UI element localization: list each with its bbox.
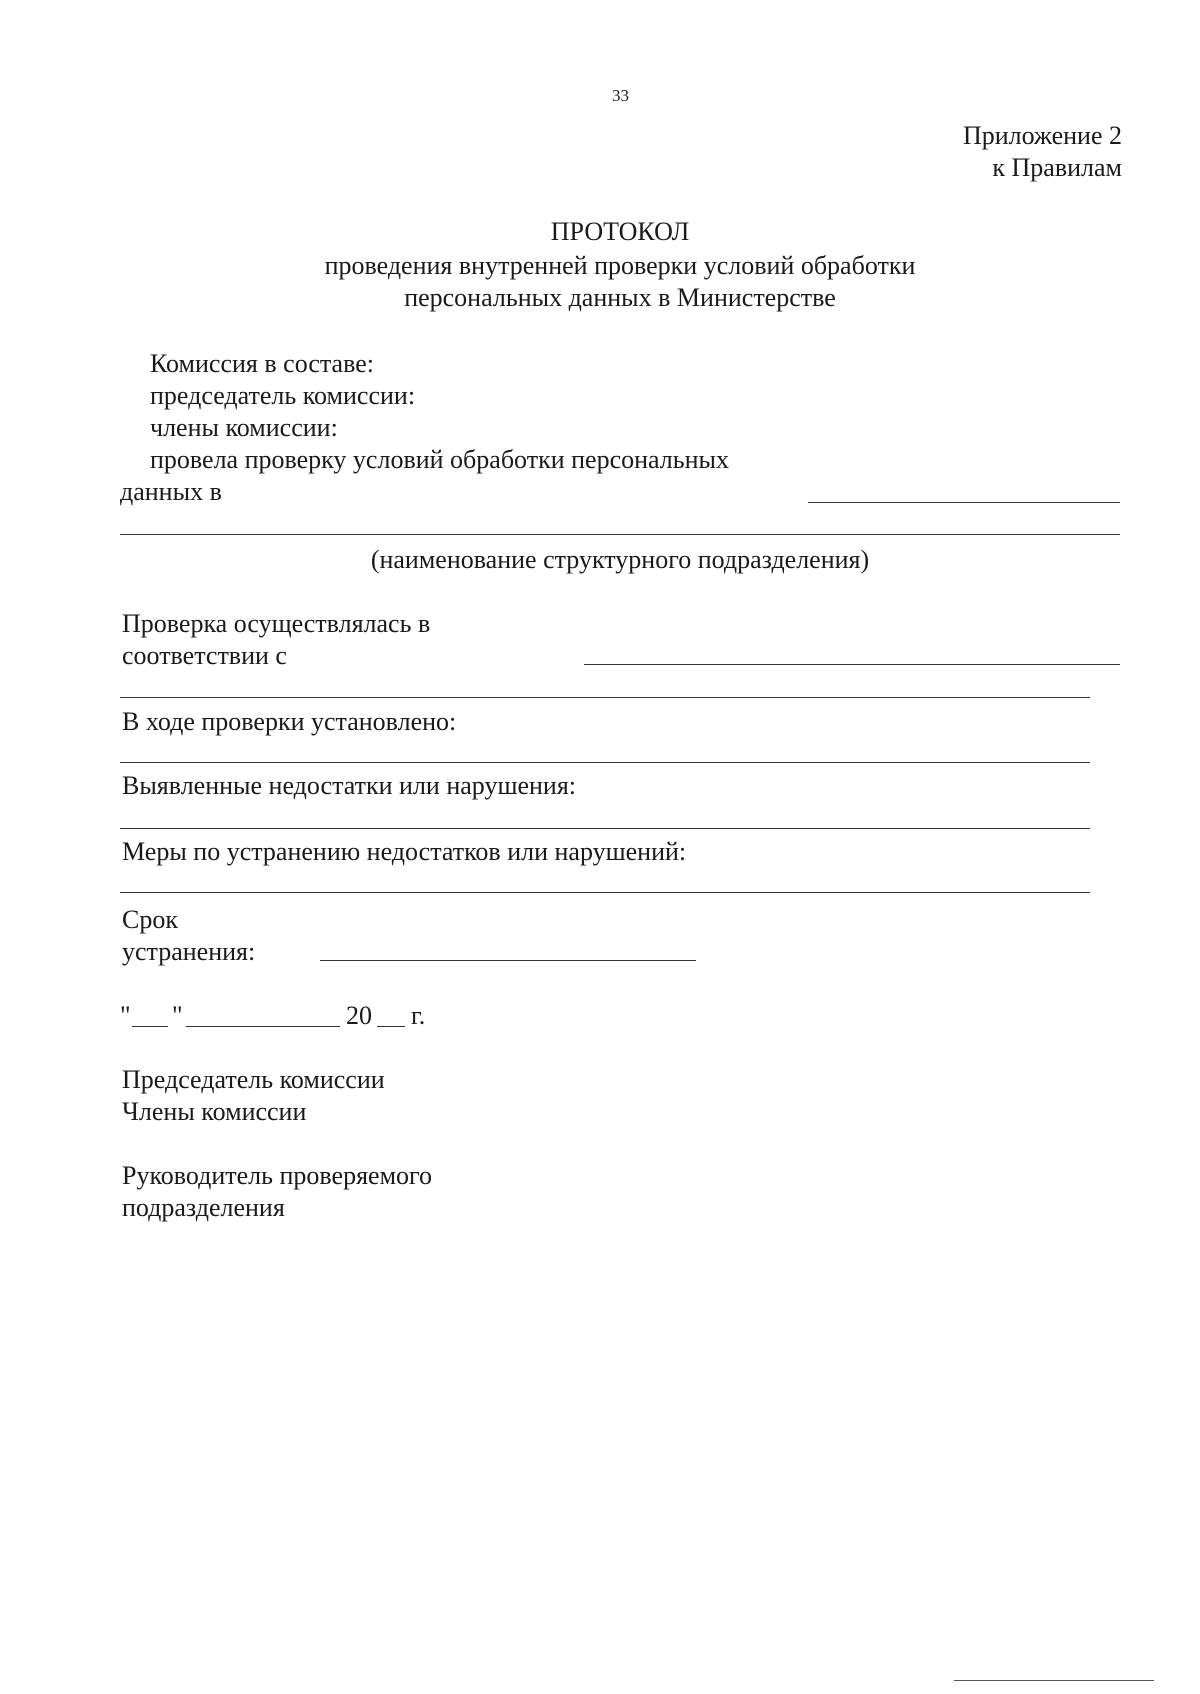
page-number: 33 — [612, 86, 629, 105]
date-year-blank — [377, 1026, 405, 1027]
check-statement-line-2: данных в — [120, 477, 222, 506]
basis-blank-line-2 — [120, 697, 1090, 698]
unit-blank-line-2 — [120, 534, 1120, 535]
date-year-suffix: г. — [411, 1001, 426, 1030]
violations-blank-line — [120, 828, 1090, 829]
measures-blank-line — [120, 892, 1090, 893]
unit-caption: (наименование структурного подразделения) — [370, 545, 870, 574]
measures-label: Меры по устранению недостатков или нарушений: — [122, 837, 687, 866]
basis-line-1: Проверка осуществлялась в — [122, 609, 431, 638]
commission-composition: Комиссия в составе: — [150, 349, 374, 378]
check-statement-line-1: провела проверку условий обработки персональных — [150, 445, 730, 474]
appendix-line-1: Приложение 2 — [962, 121, 1122, 150]
established-blank-line — [120, 762, 1090, 763]
appendix-line-2: к Правилам — [992, 153, 1122, 182]
subtitle-line-1: проведения внутренней проверки условий обработки — [324, 251, 916, 280]
commission-members-label: члены комиссии: — [150, 413, 338, 442]
signature-chair: Председатель комиссии — [122, 1065, 385, 1094]
deadline-blank-line — [320, 960, 696, 961]
signature-head-line-2: подразделения — [122, 1193, 285, 1222]
unit-blank-line-1 — [808, 502, 1120, 503]
violations-label: Выявленные недостатки или нарушения: — [122, 771, 577, 800]
date-month-blank — [186, 1026, 340, 1027]
signature-head-line-1: Руководитель проверяемого — [122, 1161, 433, 1190]
date-day-blank — [132, 1026, 168, 1027]
date-quote-close: " — [172, 1001, 183, 1030]
established-label: В ходе проверки установлено: — [122, 707, 457, 736]
basis-line-2: соответствии с — [122, 641, 287, 670]
document-title: ПРОТОКОЛ — [550, 217, 690, 246]
signature-members: Члены комиссии — [122, 1097, 307, 1126]
deadline-line-2: устранения: — [122, 937, 256, 966]
date-year-prefix: 20 — [346, 1001, 372, 1030]
basis-blank-line-1 — [584, 664, 1120, 665]
subtitle-line-2: персональных данных в Министерстве — [404, 283, 836, 312]
footer-rule — [954, 1680, 1154, 1681]
deadline-line-1: Срок — [122, 905, 178, 934]
commission-chair-label: председатель комиссии: — [150, 381, 416, 410]
date-quote-open: " — [120, 1001, 131, 1030]
